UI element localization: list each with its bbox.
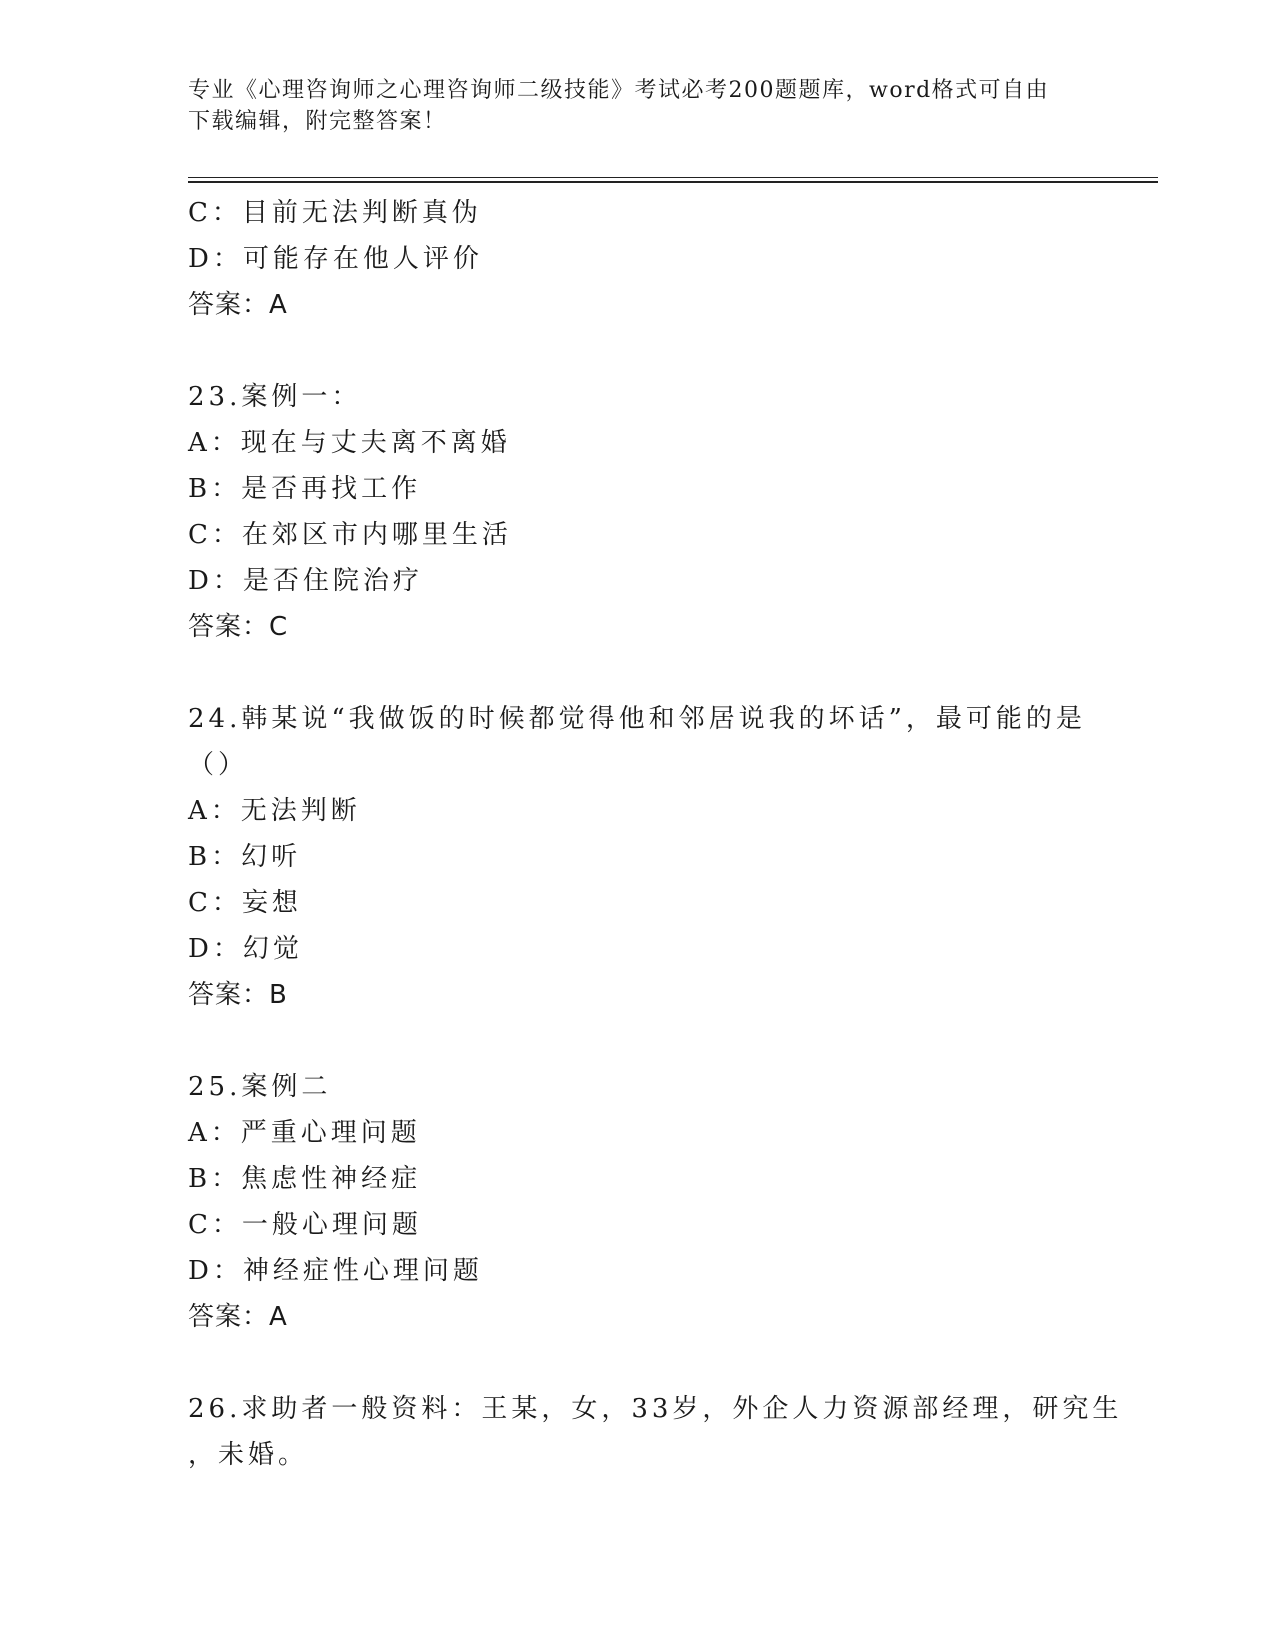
option-b: B：焦虑性神经症 [188,1164,422,1194]
question-24 [188,696,1088,1018]
option-c: C：妄想 [188,888,302,918]
question-stem-continued: （） [188,750,249,780]
header-divider-thick [188,181,1158,183]
previous-question-tail [188,190,1088,328]
question-list [188,190,1123,1478]
answer: 答案：A [188,1302,288,1332]
option-d: D：可能存在他人评价 [188,244,483,274]
option-a: A：现在与丈夫离不离婚 [188,428,511,458]
document-header: 专业《心理咨询师之心理咨询师二级技能》考试必考200题题库，word格式可自由下载编辑，附完整答案！ [188,78,1050,134]
option-a: A：严重心理问题 [188,1118,421,1148]
question-stem: 25.案例二 [188,1072,332,1102]
option-c: C：在郊区市内哪里生活 [188,520,512,550]
question-stem: 24.韩某说“我做饭的时候都觉得他和邻居说我的坏话”，最可能的是 [188,704,1086,734]
option-d: D：是否住院治疗 [188,566,423,596]
option-b: B：幻听 [188,842,302,872]
option-d: D：神经症性心理问题 [188,1256,483,1286]
answer: 答案：B [188,980,288,1010]
answer: 答案：C [188,612,289,642]
question-25 [188,1064,1088,1340]
option-c: C：一般心理问题 [188,1210,422,1240]
question-23 [188,374,1088,650]
option-a: A：无法判断 [188,796,361,826]
question-stem: 23.案例一： [188,382,362,412]
question-stem-continued: ，未婚。 [188,1440,309,1470]
option-d: D：幻觉 [188,934,303,964]
option-c: C：目前无法判断真伪 [188,198,482,228]
option-b: B：是否再找工作 [188,474,422,504]
question-26 [188,1386,1123,1478]
answer: 答案：A [188,290,288,320]
question-stem: 26.求助者一般资料：王某，女，33岁，外企人力资源部经理，研究生 [188,1394,1123,1424]
header-divider-thin [188,177,1158,178]
